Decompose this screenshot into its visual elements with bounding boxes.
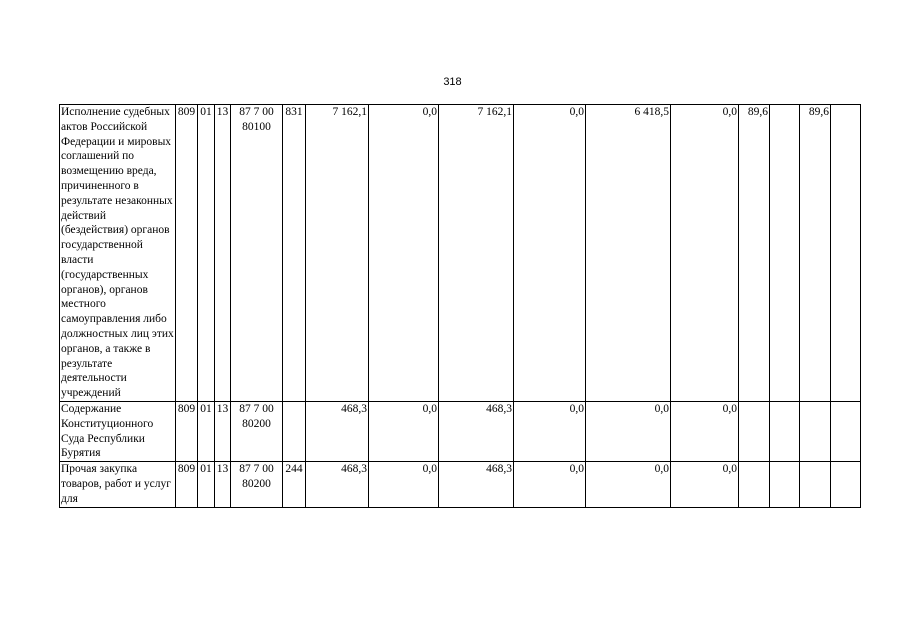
value-cell: 468,3 (439, 401, 514, 461)
percent-cell (800, 401, 831, 461)
value-cell: 468,3 (306, 401, 369, 461)
percent-cell (770, 462, 800, 507)
percent-cell (831, 401, 861, 461)
section-code: 01 (198, 401, 215, 461)
ministry-code: 809 (176, 401, 198, 461)
percent-cell (831, 105, 861, 402)
percent-cell (739, 462, 770, 507)
subsection-code: 13 (215, 105, 231, 402)
percent-cell (770, 105, 800, 402)
value-cell: 7 162,1 (306, 105, 369, 402)
subsection-code: 13 (215, 401, 231, 461)
section-code: 01 (198, 105, 215, 402)
value-cell: 0,0 (671, 401, 739, 461)
value-cell: 468,3 (439, 462, 514, 507)
target-article-code: 87 7 00 80100 (231, 105, 283, 402)
section-code: 01 (198, 462, 215, 507)
budget-table (59, 104, 861, 508)
table-body (60, 105, 861, 508)
ministry-code: 809 (176, 462, 198, 507)
value-cell: 0,0 (514, 462, 586, 507)
percent-cell (739, 401, 770, 461)
table-row (60, 462, 861, 507)
target-article-code: 87 7 00 80200 (231, 462, 283, 507)
value-cell: 0,0 (671, 462, 739, 507)
expense-type-code (283, 401, 306, 461)
value-cell: 0,0 (514, 401, 586, 461)
value-cell: 0,0 (369, 105, 439, 402)
value-cell: 0,0 (586, 462, 671, 507)
percent-cell (800, 462, 831, 507)
ministry-code: 809 (176, 105, 198, 402)
value-cell: 0,0 (514, 105, 586, 402)
expense-type-code: 831 (283, 105, 306, 402)
value-cell: 6 418,5 (586, 105, 671, 402)
row-name: Прочая закупка товаров, работ и услуг для (60, 462, 176, 507)
row-name: Исполнение судебных актов Российской Федерации и мировых соглашений по возмещению вреда, причиненного в результате незаконных действий (бездействия) органов государственной власти (государственных органов), органов местного самоуправления либо должностных лиц этих органов, а также в результате деятельности учреждений (60, 105, 176, 402)
target-article-code: 87 7 00 80200 (231, 401, 283, 461)
value-cell: 0,0 (369, 462, 439, 507)
percent-cell (770, 401, 800, 461)
percent-cell (831, 462, 861, 507)
percent-cell: 89,6 (800, 105, 831, 402)
row-name: Содержание Конституционного Суда Республики Бурятия (60, 401, 176, 461)
page-number: 318 (443, 76, 462, 88)
value-cell: 0,0 (671, 105, 739, 402)
value-cell: 468,3 (306, 462, 369, 507)
value-cell: 0,0 (586, 401, 671, 461)
table-row (60, 401, 861, 461)
value-cell: 0,0 (369, 401, 439, 461)
value-cell: 7 162,1 (439, 105, 514, 402)
expense-type-code: 244 (283, 462, 306, 507)
percent-cell: 89,6 (739, 105, 770, 402)
table-row (60, 105, 861, 402)
subsection-code: 13 (215, 462, 231, 507)
